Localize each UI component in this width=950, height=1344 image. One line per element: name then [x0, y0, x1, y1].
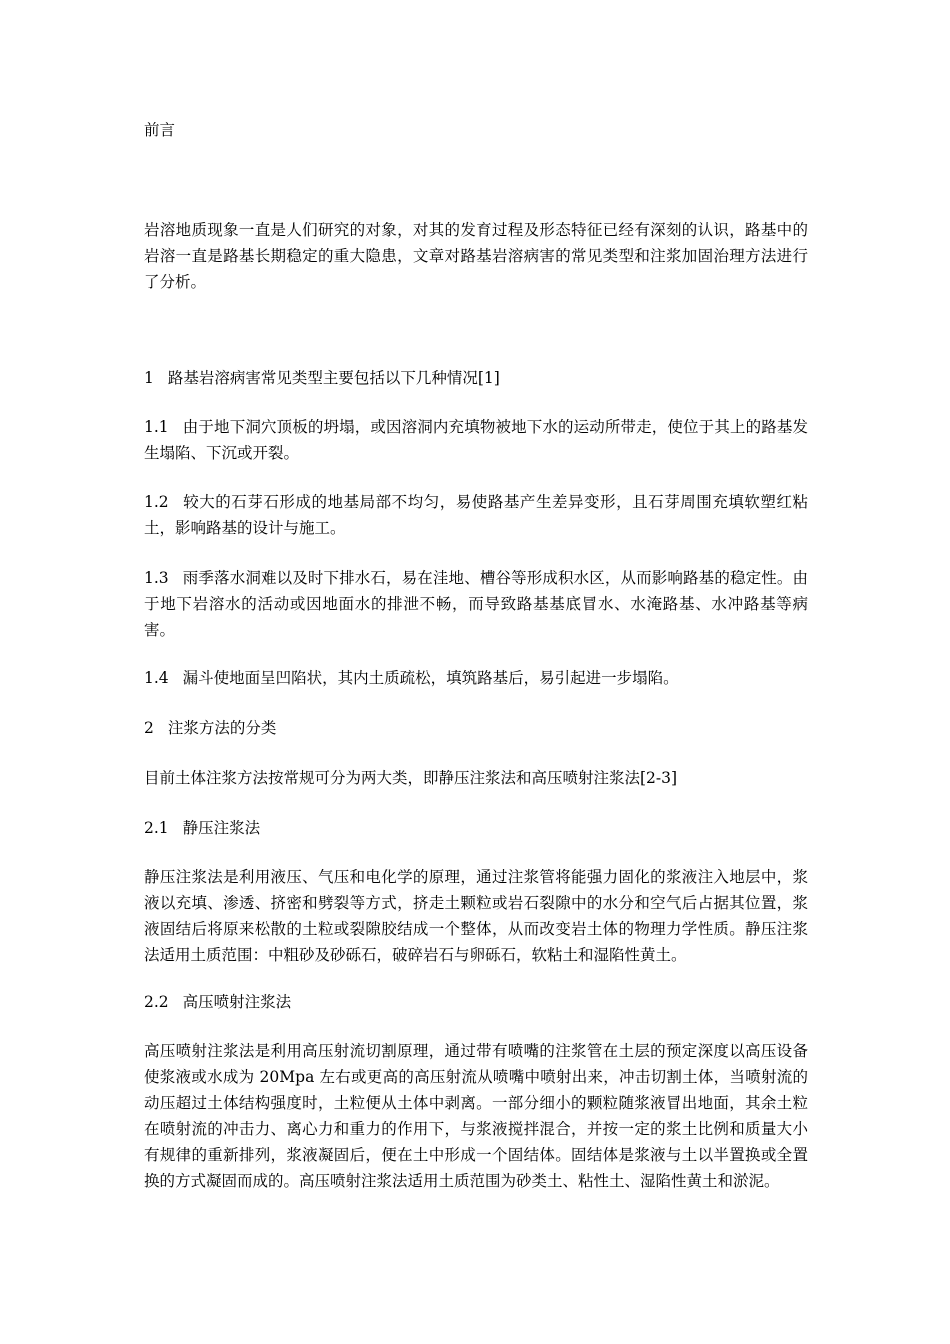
- item-number: 1.1: [144, 418, 169, 436]
- section-number: 2: [144, 719, 154, 737]
- subsection-2-1-paragraph: 静压注浆法是利用液压、气压和电化学的原理，通过注浆管将能强力固化的浆液注入地层中，浆液以充填、渗透、挤密和劈裂等方式，挤走土颗粒或岩石裂隙中的水分和空气后占据其位置，浆液固结后将原来松散的土粒或裂隙胶结成一个整体，从而改变岩土体的物理力学性质。静压注浆法适用土质范围：中粗砂及砂砾石，破碎岩石与卵砾石，软粘土和湿陷性黄土。: [144, 868, 808, 964]
- item-number: 1.3: [144, 569, 169, 587]
- intro-paragraph: 岩溶地质现象一直是人们研究的对象，对其的发育过程及形态特征已经有深刻的认识，路基中的岩溶一直是路基长期稳定的重大隐患，文章对路基岩溶病害的常见类型和注浆加固治理方法进行了分析。: [144, 221, 808, 291]
- subsection-2-2-heading: [144, 989, 808, 1015]
- subsection-heading-text: 静压注浆法: [182, 819, 261, 837]
- item-text: 较大的石芽石形成的地基局部不均匀，易使路基产生差异变形，且石芽周围充填软塑红粘土，影响路基的设计与施工。: [144, 493, 808, 537]
- subsection-2-1-heading: [144, 815, 808, 841]
- section-1-heading: [144, 365, 808, 391]
- section-heading-text: 路基岩溶病害常见类型主要包括以下几种情况[1]: [167, 369, 500, 387]
- item-text: 由于地下洞穴顶板的坍塌，或因溶洞内充填物被地下水的运动所带走，使位于其上的路基发生塌陷、下沉或开裂。: [144, 418, 808, 462]
- list-item-1-4: [144, 665, 808, 691]
- item-text: 雨季落水洞难以及时下排水石，易在洼地、槽谷等形成积水区，从而影响路基的稳定性。由于地下岩溶水的活动或因地面水的排泄不畅，而导致路基基底冒水、水淹路基、水冲路基等病害。: [144, 569, 808, 639]
- document-title: 前言: [144, 121, 176, 139]
- list-item-1-1: [144, 414, 808, 466]
- item-number: 1.2: [144, 493, 169, 511]
- subsection-heading-text: 高压喷射注浆法: [182, 993, 292, 1011]
- subsection-number: 2.2: [144, 993, 169, 1011]
- section-2-heading: [144, 715, 808, 741]
- section-heading-text: 注浆方法的分类: [167, 719, 277, 737]
- list-item-1-2: [144, 489, 808, 541]
- subsection-2-2-paragraph: 高压喷射注浆法是利用高压射流切割原理，通过带有喷嘴的注浆管在土层的预定深度以高压设备使浆液或水成为 20Mpa 左右或更高的高压射流从喷嘴中喷射出来，冲击切割土体，当喷射流的动压超过土体结构强度时，土粒便从土体中剥离。一部分细小的颗粒随浆液冒出地面，其余土粒在喷射流的冲击力、离心力和重力的作用下，与浆液搅拌混合，并按一定的浆土比例和质量大小有规律的重新排列，浆液凝固后，便在土中形成一个固结体。固结体是浆液与土以半置换或全置换的方式凝固而成的。高压喷射注浆法适用土质范围为砂类土、粘性土、湿陷性黄土和淤泥。: [144, 1042, 808, 1190]
- list-item-1-3: [144, 565, 808, 643]
- section-2-intro: 目前土体注浆方法按常规可分为两大类，即静压注浆法和高压喷射注浆法[2-3]: [144, 769, 678, 787]
- subsection-number: 2.1: [144, 819, 169, 837]
- section-number: 1: [144, 369, 154, 387]
- item-number: 1.4: [144, 669, 169, 687]
- item-text: 漏斗使地面呈凹陷状，其内土质疏松，填筑路基后，易引起进一步塌陷。: [182, 669, 679, 687]
